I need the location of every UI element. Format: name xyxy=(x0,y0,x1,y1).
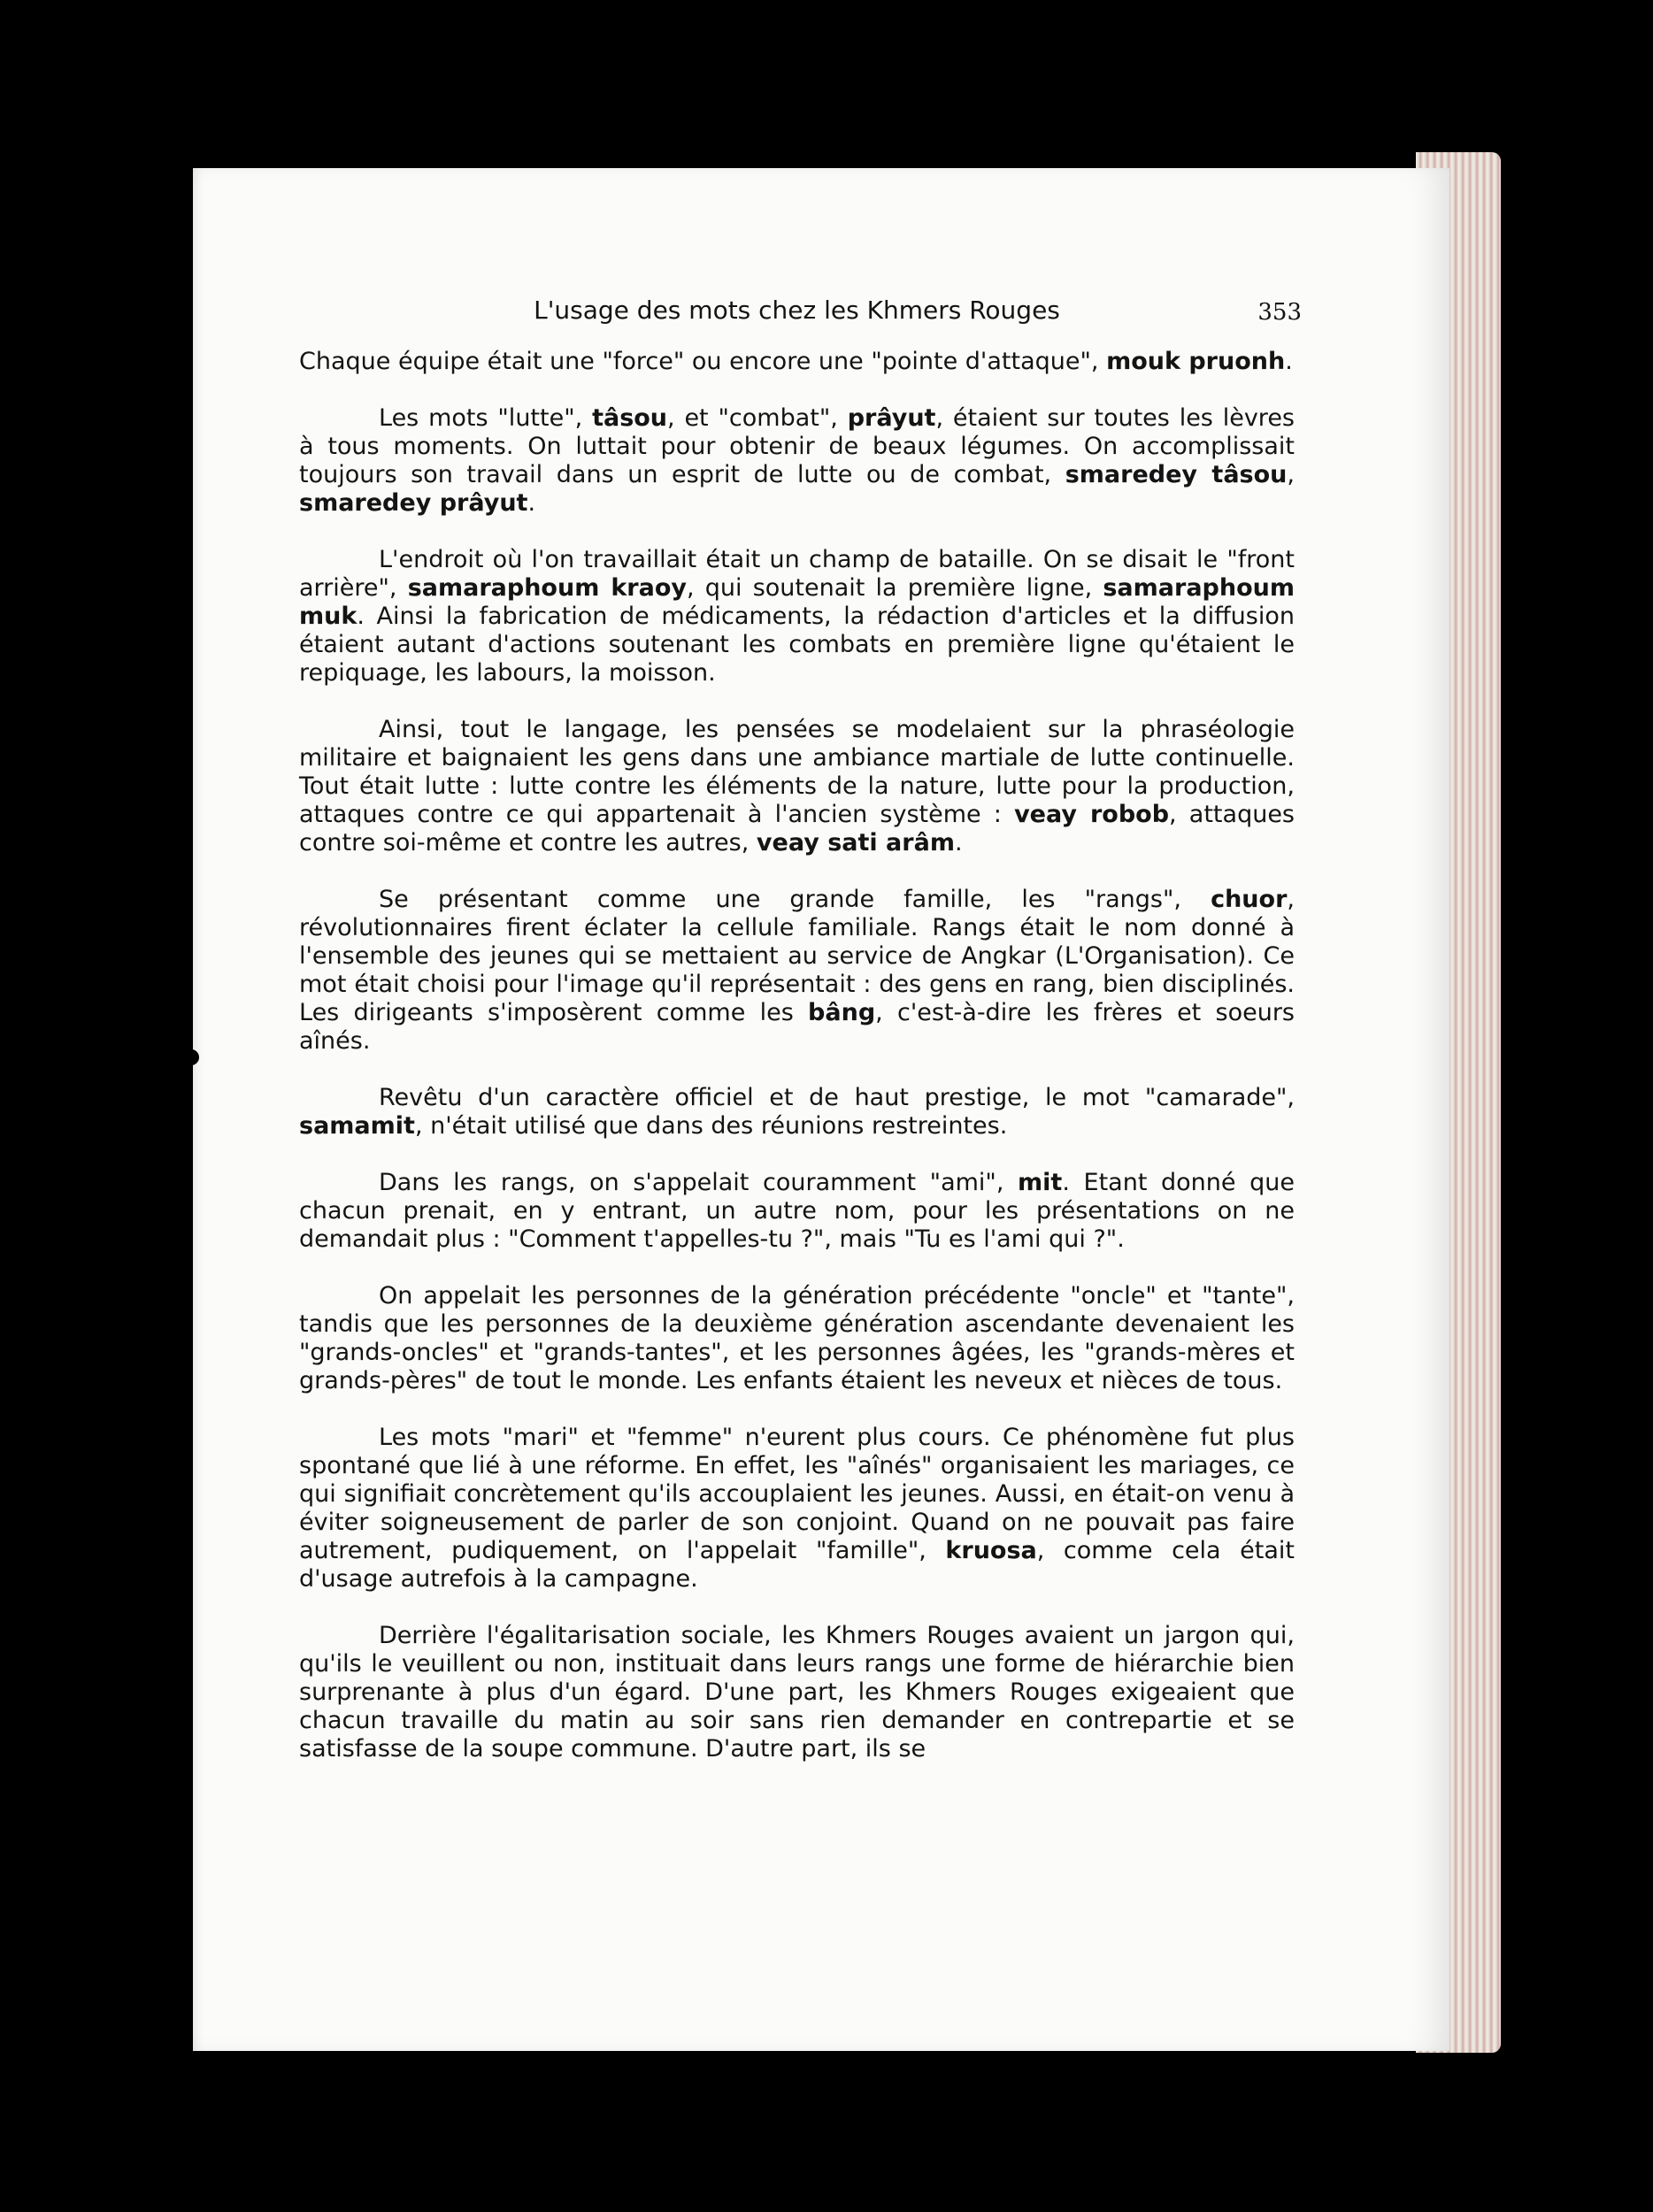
text-segment: Chaque équipe était une "force" ou encore une "pointe d'attaque", xyxy=(299,348,1107,375)
text-segment: . xyxy=(954,829,963,856)
text-segment: . Etant donné que chacun prenait, en y entrant, un autre nom, pour les présentations on ne demandait plus : "Comment t'appelles-tu ?", mais "Tu es l'ami qui ?". xyxy=(299,1169,1295,1253)
text-segment: Ainsi, tout le langage, les pensées se modelaient sur la phraséologie militaire et baignaient les gens dans une ambiance martiale de lutte continuelle. Tout était lutte : lutte contre les éléments de la nature, lutte pour la production, attaques contre ce qui appartenait à l'ancien système : xyxy=(299,716,1295,828)
paragraph xyxy=(299,1622,1295,1763)
page-number: 353 xyxy=(1257,299,1302,326)
running-title: L'usage des mots chez les Khmers Rouges xyxy=(534,296,1060,325)
khmer-term: smaredey tâsou xyxy=(1065,461,1288,488)
paragraph xyxy=(299,546,1295,687)
paragraph xyxy=(299,404,1295,518)
khmer-term: veay sati arâm xyxy=(756,829,955,856)
text-segment: . Ainsi la fabrication de médicaments, la rédaction d'articles et la diffusion étaient autant d'actions soutenant les combats en première ligne qu'étaient le repiquage, les labours, la moisson. xyxy=(299,603,1295,687)
text-segment: . xyxy=(1285,348,1293,375)
page-content xyxy=(299,296,1302,1792)
text-segment: , comme cela était d'usage autrefois à la campagne. xyxy=(299,1537,1295,1593)
binding-hole xyxy=(183,1049,199,1065)
paragraph xyxy=(299,886,1295,1056)
text-segment: , n'était utilisé que dans des réunions restreintes. xyxy=(414,1112,1008,1140)
khmer-term: prâyut xyxy=(847,404,936,432)
khmer-term: chuor xyxy=(1211,886,1288,913)
khmer-term: bâng xyxy=(808,999,876,1026)
khmer-term: tâsou xyxy=(592,404,668,432)
paragraph xyxy=(299,1169,1295,1254)
paragraph xyxy=(299,1424,1295,1594)
khmer-term: samamit xyxy=(299,1112,415,1140)
text-segment: , qui soutenait la première ligne, xyxy=(686,574,1103,602)
text-segment: , xyxy=(1287,461,1295,488)
text-segment: , révolutionnaires firent éclater la cellule familiale. Rangs était le nom donné à l'ensemble des jeunes qui se mettaient au service de Angkar (L'Organisation). Ce mot était choisi pour l'image qu'il représentait : des gens en rang, bien disciplinés. Les dirigeants s'imposèrent comme les xyxy=(299,886,1295,1026)
text-segment: Revêtu d'un caractère officiel et de haut prestige, le mot "camarade", xyxy=(379,1084,1295,1111)
text-segment: Derrière l'égalitarisation sociale, les Khmers Rouges avaient un jargon qui, qu'ils le veuillent ou non, instituait dans leurs rangs une forme de hiérarchie bien surprenante à plus d'un égard. D'une part, les Khmers Rouges exigeaient que chacun travaille du matin au soir sans rien demander en contrepartie et se satisfasse de la soupe commune. D'autre part, ils se xyxy=(299,1622,1295,1763)
text-segment: Dans les rangs, on s'appelait couramment "ami", xyxy=(379,1169,1019,1196)
book-page xyxy=(193,168,1449,2051)
text-segment: Les mots "lutte", xyxy=(379,404,593,432)
text-segment: , attaques contre soi-même et contre les autres, xyxy=(299,801,1295,856)
khmer-term: kruosa xyxy=(945,1537,1037,1564)
text-segment: , c'est-à-dire les frères et soeurs aînés. xyxy=(299,999,1295,1055)
khmer-term: veay robob xyxy=(1014,801,1170,828)
paragraph xyxy=(299,1282,1295,1395)
body-text xyxy=(299,348,1295,1763)
khmer-term: samaraphoum kraoy xyxy=(407,574,687,602)
text-segment: On appelait les personnes de la génération précédente "oncle" et "tante", tandis que les personnes de la deuxième génération ascendante devenaient les "grands-oncles" et "grands-tantes", et les personnes âgées, les "grands-mères et grands-pères" de tout le monde. Les enfants étaient les neveux et nièces de tous. xyxy=(299,1282,1295,1394)
text-segment: , et "combat", xyxy=(667,404,848,432)
khmer-term: smaredey prâyut xyxy=(299,489,528,517)
khmer-term: samaraphoum muk xyxy=(299,574,1295,630)
text-segment: , étaient sur toutes les lèvres à tous moments. On luttait pour obtenir de beaux légumes. On accomplissait toujours son travail dans un esprit de lutte ou de combat, xyxy=(299,404,1295,488)
paragraph xyxy=(299,348,1295,376)
paragraph xyxy=(299,716,1295,857)
khmer-term: mouk pruonh xyxy=(1106,348,1286,375)
text-segment: . xyxy=(527,489,536,517)
text-segment: L'endroit où l'on travaillait était un champ de bataille. On se disait le "front arrière", xyxy=(299,546,1295,602)
khmer-term: mit xyxy=(1018,1169,1063,1196)
text-segment: Les mots "mari" et "femme" n'eurent plus cours. Ce phénomène fut plus spontané que lié à une réforme. En effet, les "aînés" organisaient les mariages, ce qui signifiait concrètement qu'ils accouplaient les jeunes. Aussi, en était-on venu à éviter soigneusement de parler de son conjoint. Quand on ne pouvait pas faire autrement, pudiquement, on l'appelait "famille", xyxy=(299,1424,1295,1564)
paragraph xyxy=(299,1084,1295,1141)
text-segment: Se présentant comme une grande famille, les "rangs", xyxy=(379,886,1211,913)
running-header xyxy=(299,296,1302,332)
